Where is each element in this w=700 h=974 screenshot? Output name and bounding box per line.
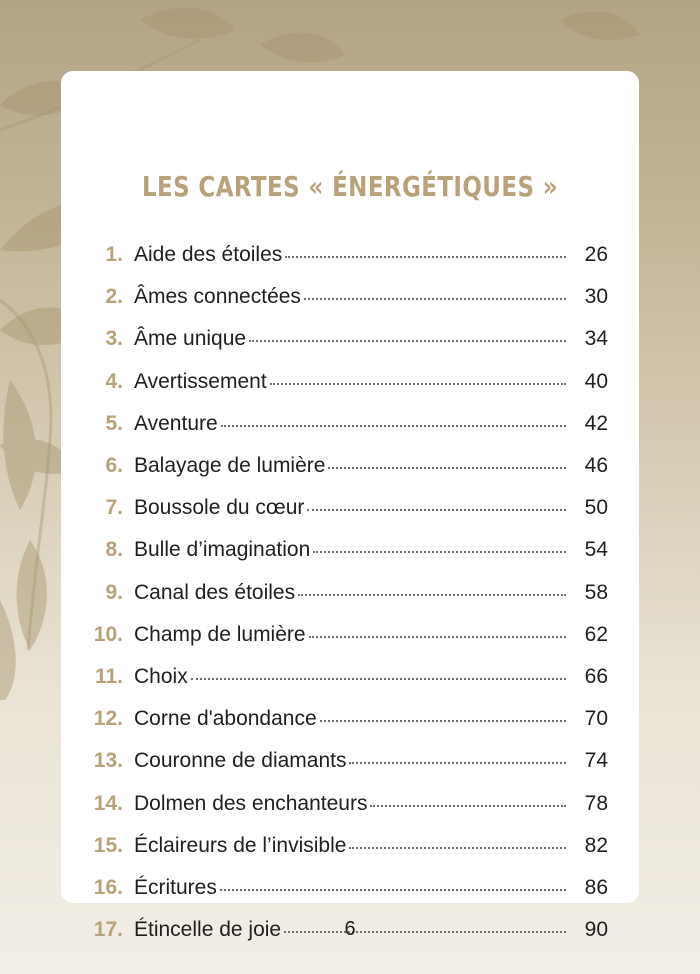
toc-entry-page: 90 (584, 918, 608, 942)
dot-leader (221, 425, 566, 427)
toc-entry (61, 572, 639, 614)
toc-entry-label-wrap (134, 243, 566, 267)
toc-entry-number: 14. (93, 791, 123, 815)
toc-entry-label-wrap (134, 665, 566, 689)
toc-entry-page: 74 (584, 749, 608, 773)
toc-entry-number: 6. (105, 454, 123, 478)
toc-entry-page: 78 (584, 791, 608, 815)
toc-entry-label: Couronne de diamants (134, 749, 347, 773)
toc-entry-number: 4. (105, 369, 123, 393)
toc-entry-page: 46 (584, 454, 608, 478)
toc-entry-label: Éclaireurs de l’invisible (134, 833, 347, 857)
dot-leader (285, 256, 566, 258)
toc-entry-label: Âme unique (134, 327, 247, 351)
dot-leader (313, 551, 566, 553)
toc-entry (61, 276, 639, 318)
toc-entry-page: 66 (584, 664, 608, 688)
toc-entry-label: Dolmen des enchanteurs (134, 791, 368, 815)
toc-entry-label: Balayage de lumière (134, 454, 326, 478)
toc-entry-number: 7. (105, 496, 123, 520)
dot-leader (320, 720, 566, 722)
toc-entry-label-wrap (134, 623, 566, 647)
toc-entry-label: Corne d'abondance (134, 707, 317, 731)
toc-entry-page: 62 (584, 622, 608, 646)
toc-entry-page: 58 (584, 580, 608, 604)
toc-card (61, 71, 639, 942)
toc-entry-page: 26 (584, 243, 608, 267)
toc-entry-number: 11. (94, 664, 123, 688)
toc-entry (61, 867, 639, 909)
toc-entry-page: 86 (584, 875, 608, 899)
dot-leader (309, 636, 566, 638)
dot-leader (349, 762, 566, 764)
toc-entry-label: Aventure (134, 411, 218, 435)
toc-entry-label-wrap (134, 792, 566, 816)
toc-entry-label-wrap (134, 370, 566, 394)
toc-entry-label-wrap (134, 749, 566, 773)
toc-entry (61, 825, 639, 867)
toc-entry-number: 13. (93, 749, 123, 773)
toc-entry (61, 656, 639, 698)
dot-leader (298, 594, 566, 596)
dot-leader (307, 509, 566, 511)
toc-entry-label: Champ de lumière (134, 622, 306, 646)
toc-entry-label: Aide des étoiles (134, 243, 283, 267)
toc-entry-label: Choix (134, 664, 188, 688)
toc-entry (61, 698, 639, 740)
toc-entry-label: Boussole du cœur (134, 496, 305, 520)
toc-entry (61, 529, 639, 571)
dot-leader (370, 805, 566, 807)
toc-list (61, 234, 639, 951)
toc-entry-page: 42 (584, 411, 608, 435)
toc-entry-label: Âmes connectées (134, 285, 301, 309)
toc-entry-page: 40 (584, 369, 608, 393)
toc-entry (61, 782, 639, 824)
toc-entry (61, 445, 639, 487)
toc-entry-number: 5. (105, 411, 123, 435)
toc-entry-label-wrap (134, 327, 566, 351)
toc-entry-label: Étincelle de joie (134, 918, 282, 942)
toc-entry-label-wrap (134, 454, 566, 478)
toc-entry-number: 1. (105, 243, 123, 267)
toc-entry-number: 10. (93, 622, 123, 646)
toc-entry-label: Canal des étoiles (134, 580, 296, 604)
toc-entry-label: Écritures (134, 875, 217, 899)
dot-leader (220, 889, 566, 891)
page-number: 6 (344, 918, 356, 940)
toc-entry-label-wrap (134, 496, 566, 520)
toc-entry (61, 614, 639, 656)
toc-entry-label-wrap (134, 834, 566, 858)
toc-entry-label-wrap (134, 412, 566, 436)
toc-entry-number: 2. (105, 285, 123, 309)
toc-entry (61, 234, 639, 276)
dot-leader (191, 678, 566, 680)
toc-entry-label-wrap (134, 285, 566, 309)
toc-entry-number: 16. (93, 875, 123, 899)
toc-entry-label-wrap (134, 581, 566, 605)
toc-entry-page: 54 (584, 538, 608, 562)
toc-entry-page: 30 (584, 285, 608, 309)
toc-title: LES CARTES « ÉNERGÉTIQUES » (141, 170, 559, 203)
toc-entry-number: 17. (93, 918, 123, 942)
dot-leader (349, 847, 566, 849)
toc-entry-page: 34 (584, 327, 608, 351)
toc-entry-number: 9. (105, 580, 123, 604)
toc-entry-label-wrap (134, 707, 566, 731)
toc-entry-page: 82 (584, 833, 608, 857)
toc-entry-number: 3. (105, 327, 123, 351)
toc-entry (61, 740, 639, 782)
toc-entry-label-wrap (134, 876, 566, 900)
dot-leader (270, 383, 566, 385)
toc-entry-number: 15. (93, 833, 123, 857)
toc-entry-number: 12. (93, 707, 123, 731)
toc-entry-label: Avertissement (134, 369, 267, 393)
dot-leader (304, 298, 566, 300)
toc-entry-label: Bulle d’imagination (134, 538, 311, 562)
toc-entry-page: 70 (584, 707, 608, 731)
toc-entry (61, 403, 639, 445)
toc-entry (61, 487, 639, 529)
dot-leader (249, 340, 566, 342)
toc-entry (61, 318, 639, 360)
toc-entry-page: 50 (584, 496, 608, 520)
toc-entry (61, 361, 639, 403)
dot-leader (328, 467, 566, 469)
toc-entry-number: 8. (105, 538, 123, 562)
toc-entry-label-wrap (134, 538, 566, 562)
